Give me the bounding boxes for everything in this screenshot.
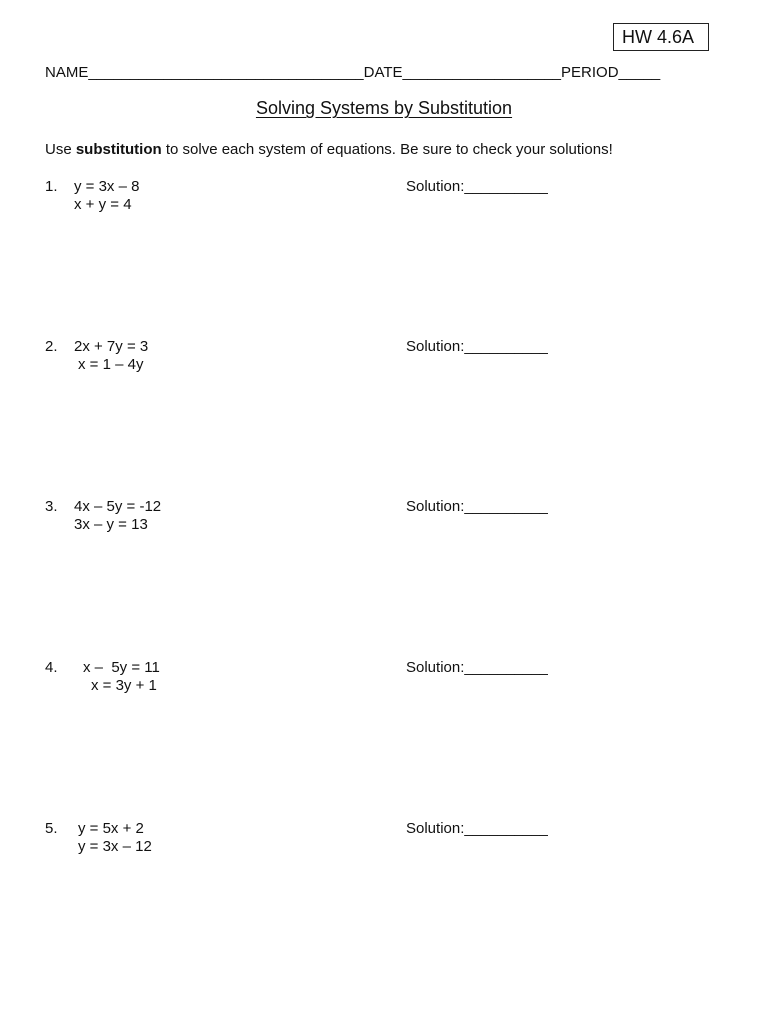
worksheet-title-text: Solving Systems by Substitution <box>255 98 513 118</box>
solution-blank: Solution:__________ <box>406 338 548 355</box>
instructions-bold-term: substitution <box>75 141 162 158</box>
equation-1: x – 5y = 11 <box>83 659 160 676</box>
homework-id-label: HW 4.6A <box>622 27 695 47</box>
worksheet-title <box>0 98 768 119</box>
solution-blank: Solution:__________ <box>406 659 548 676</box>
instructions-suffix: to solve each system of equations. Be sure to check your solutions! <box>161 141 613 158</box>
problem-number: 4. <box>45 659 58 676</box>
problem-3 <box>45 498 725 538</box>
equation-2: x = 1 – 4y <box>78 356 144 373</box>
equation-1: 4x – 5y = -12 <box>74 498 162 515</box>
problem-2 <box>45 338 725 378</box>
equation-1: y = 3x – 8 <box>74 178 140 195</box>
equation-2: 3x – y = 13 <box>74 516 148 533</box>
solution-blank: Solution:__________ <box>406 820 548 837</box>
instructions <box>45 141 613 158</box>
equation-2: x + y = 4 <box>74 196 132 213</box>
problem-number: 5. <box>45 820 58 837</box>
problem-1 <box>45 178 725 218</box>
problem-number: 1. <box>45 178 58 195</box>
equation-2: x = 3y + 1 <box>91 677 157 694</box>
problem-5 <box>45 820 725 860</box>
instructions-prefix: Use <box>45 141 76 158</box>
name-date-period-line: NAME_________________________________DATE___________________PERIOD_____ <box>45 64 661 81</box>
problem-4 <box>45 659 725 699</box>
problem-number: 2. <box>45 338 58 355</box>
equation-1: y = 5x + 2 <box>78 820 144 837</box>
solution-blank: Solution:__________ <box>406 498 548 515</box>
equation-1: 2x + 7y = 3 <box>74 338 149 355</box>
solution-blank: Solution:__________ <box>406 178 548 195</box>
problem-number: 3. <box>45 498 58 515</box>
equation-2: y = 3x – 12 <box>78 838 152 855</box>
homework-id-box <box>613 23 709 51</box>
